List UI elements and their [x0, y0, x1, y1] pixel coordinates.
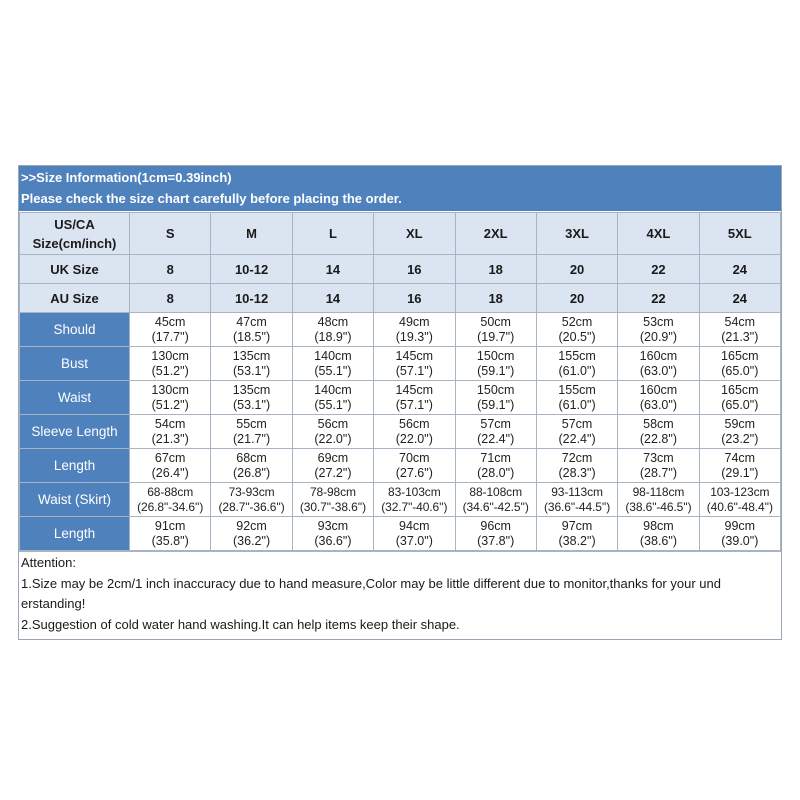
value-inch: (26.8")	[233, 465, 271, 480]
value-cm: 103-123cm	[710, 484, 770, 499]
size-cell: 14	[292, 284, 373, 313]
measurement-cell	[211, 347, 292, 381]
value-inch: (19.3")	[395, 329, 433, 344]
value-inch: (20.9")	[639, 329, 677, 344]
value-cm: 74cm	[724, 450, 756, 465]
measurement-cell	[374, 415, 455, 449]
measurement-cell	[292, 347, 373, 381]
value-inch: (38.6")	[639, 533, 677, 548]
size-cell: XL	[374, 213, 455, 255]
measurement-cell	[292, 415, 373, 449]
value-inch: (26.8"-34.6'')	[137, 499, 204, 514]
value-cm: 140cm	[314, 382, 352, 397]
measurement-cell	[455, 449, 536, 483]
measurement-cell	[211, 517, 292, 551]
value-cm: 92cm	[236, 518, 267, 533]
measurement-cell	[618, 517, 699, 551]
measurement-cell	[130, 347, 211, 381]
value-inch: (57.1")	[395, 363, 433, 378]
header-row	[20, 213, 781, 255]
value-inch: (22.0")	[314, 431, 352, 446]
value-cm: 165cm	[721, 382, 759, 397]
value-inch: (17.7")	[151, 329, 189, 344]
size-cell: 22	[618, 284, 699, 313]
value-inch: (18.9")	[314, 329, 352, 344]
measurement-cell	[455, 415, 536, 449]
value-inch: (38.6"-46.5'')	[625, 499, 692, 514]
measurement-cell	[211, 415, 292, 449]
size-info-banner	[19, 166, 781, 212]
measurement-cell	[699, 517, 780, 551]
value-cm: 57cm	[480, 416, 511, 431]
value-cm: 130cm	[151, 348, 189, 363]
size-cell: 3XL	[536, 213, 617, 255]
measurement-cell	[455, 347, 536, 381]
value-cm: 52cm	[561, 314, 593, 329]
value-inch: (28.0")	[477, 465, 515, 480]
value-cm: 93cm	[317, 518, 349, 533]
value-cm: 58cm	[643, 416, 674, 431]
value-inch: (55.1")	[314, 363, 352, 378]
value-inch: (35.8")	[151, 533, 189, 548]
measurement-cell	[618, 347, 699, 381]
size-cell: 20	[536, 255, 617, 284]
measurement-row	[20, 415, 781, 449]
value-cm: 72cm	[561, 450, 593, 465]
measurement-label: Waist	[20, 381, 130, 415]
measurement-cell	[618, 449, 699, 483]
measurement-cell	[699, 483, 780, 517]
value-cm: 69cm	[317, 450, 349, 465]
measurement-cell	[211, 449, 292, 483]
size-cell: 24	[699, 284, 780, 313]
value-inch: (32.7"-40.6'')	[381, 499, 448, 514]
attention-notes	[19, 551, 781, 639]
banner-instruction: Please check the size chart carefully before placing the order.	[21, 191, 402, 206]
measurement-cell	[536, 483, 617, 517]
value-cm: 98cm	[643, 518, 674, 533]
measurement-cell	[699, 449, 780, 483]
value-inch: (28.3")	[558, 465, 596, 480]
measurement-cell	[211, 313, 292, 347]
value-cm: 71cm	[480, 450, 511, 465]
value-inch: (59.1")	[477, 397, 515, 412]
value-inch: (59.1")	[477, 363, 515, 378]
size-cell: 5XL	[699, 213, 780, 255]
value-cm: 56cm	[317, 416, 349, 431]
measurement-cell	[536, 415, 617, 449]
value-inch: (27.6")	[395, 465, 433, 480]
value-cm: 93-113cm	[551, 484, 603, 499]
value-inch: (22.8")	[639, 431, 677, 446]
notes-title: Attention:	[21, 555, 76, 570]
value-cm: 130cm	[151, 382, 189, 397]
size-cell: 14	[292, 255, 373, 284]
value-cm: 73cm	[643, 450, 674, 465]
value-cm: 97cm	[561, 518, 593, 533]
measurement-cell	[618, 381, 699, 415]
header-label: AU Size	[20, 284, 130, 313]
value-inch: (36.6"-44.5'')	[543, 499, 611, 514]
value-inch: (19.7")	[477, 329, 515, 344]
value-cm: 96cm	[480, 518, 511, 533]
value-inch: (57.1")	[395, 397, 433, 412]
note-2: 2.Suggestion of cold water hand washing.It can help items keep their shape.	[21, 616, 460, 632]
size-cell: 16	[374, 284, 455, 313]
value-inch: (63.0")	[639, 363, 677, 378]
value-inch: (28.7")	[639, 465, 677, 480]
value-inch: (38.2")	[558, 533, 596, 548]
value-inch: (61.0")	[558, 397, 596, 412]
value-cm: 145cm	[395, 348, 434, 363]
measurement-cell	[618, 415, 699, 449]
value-inch: (22.4")	[477, 431, 515, 446]
value-cm: 140cm	[314, 348, 352, 363]
measurement-row	[20, 381, 781, 415]
value-cm: 99cm	[724, 518, 756, 533]
value-cm: 57cm	[561, 416, 593, 431]
value-cm: 55cm	[236, 416, 267, 431]
measurement-cell	[130, 517, 211, 551]
value-cm: 45cm	[154, 314, 186, 329]
measurement-label: Should	[20, 313, 130, 347]
measurement-cell	[699, 313, 780, 347]
measurement-cell	[699, 415, 780, 449]
banner-title: >>Size Information(1cm=0.39inch)	[21, 170, 232, 185]
value-inch: (37.0")	[395, 533, 433, 548]
value-cm: 150cm	[476, 382, 515, 397]
value-cm: 78-98cm	[309, 484, 356, 499]
value-inch: (65.0")	[721, 363, 759, 378]
value-cm: 49cm	[399, 314, 430, 329]
size-cell: 2XL	[455, 213, 536, 255]
value-cm: 67cm	[154, 450, 186, 465]
measurement-cell	[292, 517, 373, 551]
measurement-row	[20, 313, 781, 347]
measurement-cell	[374, 483, 455, 517]
value-inch: (34.6"-42.5'')	[462, 499, 529, 514]
size-cell: 10-12	[211, 284, 292, 313]
size-cell: 16	[374, 255, 455, 284]
measurement-cell	[618, 313, 699, 347]
size-cell: 20	[536, 284, 617, 313]
value-inch: (61.0")	[558, 363, 596, 378]
measurement-cell	[536, 313, 617, 347]
value-cm: 50cm	[480, 314, 511, 329]
value-cm: 48cm	[317, 314, 349, 329]
value-inch: (36.6")	[314, 533, 352, 548]
value-cm: 68-88cm	[147, 484, 194, 499]
measurement-cell	[292, 381, 373, 415]
header-row	[20, 255, 781, 284]
value-cm: 98-118cm	[632, 484, 685, 499]
value-inch: (37.8")	[477, 533, 515, 548]
measurement-cell	[455, 483, 536, 517]
measurement-cell	[699, 381, 780, 415]
measurement-cell	[292, 313, 373, 347]
header-label	[20, 213, 130, 255]
measurement-label: Waist (Skirt)	[20, 483, 130, 517]
value-cm: 91cm	[154, 518, 186, 533]
value-cm: 155cm	[558, 348, 596, 363]
value-inch: (22.4")	[558, 431, 596, 446]
measurement-row	[20, 449, 781, 483]
measurement-row	[20, 347, 781, 381]
note-1-line-1: 1.Size may be 2cm/1 inch inaccuracy due to hand measure,Color may be little different due to monitor,thanks for your und	[21, 575, 721, 591]
value-inch: (55.1")	[314, 397, 352, 412]
measurement-cell	[536, 449, 617, 483]
measurement-cell	[211, 381, 292, 415]
measurement-label: Sleeve Length	[20, 415, 130, 449]
measurement-cell	[130, 483, 211, 517]
measurement-cell	[374, 347, 455, 381]
value-cm: 135cm	[232, 382, 271, 397]
size-cell: L	[292, 213, 373, 255]
value-inch: (30.7"-38.6'')	[299, 499, 367, 514]
value-cm: 94cm	[399, 518, 430, 533]
size-cell: 18	[455, 284, 536, 313]
value-inch: (36.2")	[233, 533, 271, 548]
value-inch: (21.3")	[151, 431, 189, 446]
measurement-cell	[699, 347, 780, 381]
measurement-cell	[374, 449, 455, 483]
measurement-label: Length	[20, 517, 130, 551]
value-inch: (21.3")	[721, 329, 759, 344]
size-chart	[18, 165, 782, 640]
measurement-cell	[130, 313, 211, 347]
value-inch: (63.0")	[639, 397, 677, 412]
value-cm: 54cm	[724, 314, 756, 329]
measurement-cell	[292, 449, 373, 483]
measurement-cell	[536, 517, 617, 551]
measurement-cell	[292, 483, 373, 517]
value-inch: (21.7")	[233, 431, 271, 446]
value-cm: 59cm	[724, 416, 756, 431]
value-inch: (39.0")	[721, 533, 759, 548]
value-inch: (27.2")	[314, 465, 352, 480]
size-table	[19, 212, 781, 551]
size-cell: 18	[455, 255, 536, 284]
header-row	[20, 284, 781, 313]
value-cm: 155cm	[558, 382, 596, 397]
value-inch: (53.1")	[233, 363, 271, 378]
value-cm: 135cm	[232, 348, 271, 363]
value-inch: (40.6"-48.4'')	[706, 499, 773, 514]
value-cm: 160cm	[639, 348, 678, 363]
measurement-cell	[374, 517, 455, 551]
size-cell: 8	[130, 255, 211, 284]
size-cell: 22	[618, 255, 699, 284]
size-cell: 24	[699, 255, 780, 284]
size-cell: 8	[130, 284, 211, 313]
measurement-cell	[211, 483, 292, 517]
size-cell: 10-12	[211, 255, 292, 284]
measurement-cell	[130, 415, 211, 449]
value-cm: 68cm	[236, 450, 267, 465]
measurement-cell	[536, 347, 617, 381]
value-cm: 70cm	[399, 450, 430, 465]
measurement-cell	[455, 313, 536, 347]
value-inch: (53.1")	[233, 397, 271, 412]
measurement-label: Bust	[20, 347, 130, 381]
measurement-cell	[536, 381, 617, 415]
measurement-cell	[618, 483, 699, 517]
measurement-cell	[455, 381, 536, 415]
measurement-cell	[455, 517, 536, 551]
value-cm: 160cm	[639, 382, 678, 397]
size-cell: 4XL	[618, 213, 699, 255]
value-cm: 88-108cm	[469, 484, 522, 499]
size-cell: S	[130, 213, 211, 255]
value-inch: (65.0")	[721, 397, 759, 412]
value-inch: (29.1")	[721, 465, 759, 480]
header-label: UK Size	[20, 255, 130, 284]
value-cm: 150cm	[476, 348, 515, 363]
measurement-cell	[130, 449, 211, 483]
value-cm: 47cm	[236, 314, 267, 329]
value-cm: 165cm	[721, 348, 759, 363]
measurement-cell	[374, 313, 455, 347]
header-label-line: Size(cm/inch)	[32, 235, 117, 251]
measurement-row	[20, 517, 781, 551]
note-1-line-2: erstanding!	[21, 596, 86, 611]
value-inch: (20.5")	[558, 329, 596, 344]
measurement-cell	[130, 381, 211, 415]
value-inch: (51.2")	[151, 363, 189, 378]
value-inch: (22.0")	[395, 431, 433, 446]
value-inch: (23.2")	[721, 431, 759, 446]
value-inch: (18.5")	[233, 329, 271, 344]
header-label-line: US/CA	[54, 216, 95, 232]
measurement-cell	[374, 381, 455, 415]
value-cm: 56cm	[399, 416, 430, 431]
value-cm: 53cm	[643, 314, 674, 329]
value-cm: 145cm	[395, 382, 434, 397]
value-cm: 83-103cm	[388, 484, 441, 499]
size-cell: M	[211, 213, 292, 255]
measurement-label: Length	[20, 449, 130, 483]
measurement-row	[20, 483, 781, 517]
value-inch: (26.4")	[151, 465, 189, 480]
value-cm: 73-93cm	[228, 484, 275, 499]
value-inch: (51.2")	[151, 397, 189, 412]
value-cm: 54cm	[154, 416, 186, 431]
value-inch: (28.7"-36.6'')	[218, 499, 285, 514]
